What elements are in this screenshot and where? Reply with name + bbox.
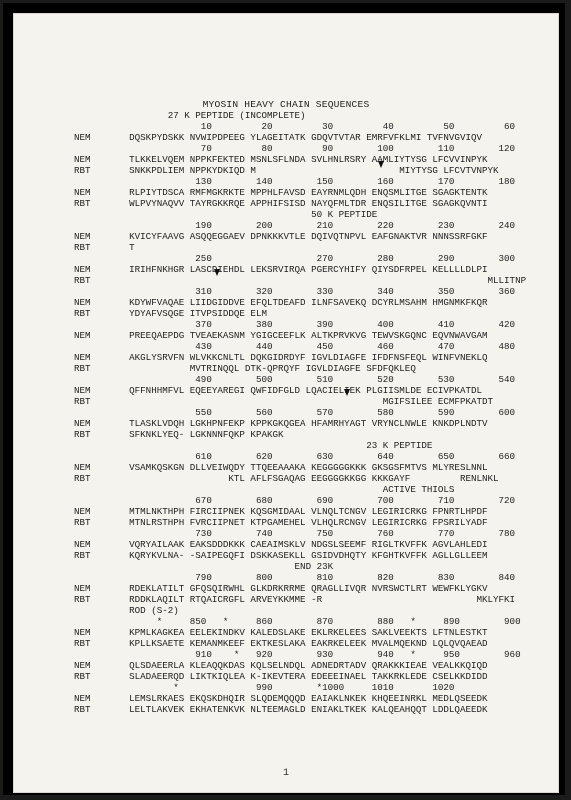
sequence-line: 250 270 280 290 300 [74,253,516,264]
sequence-line: NEM LEMSLRKAES EKQSKDHQIR SLQDEMQQQD EAIAKLNKEK KHQEEINRKL MEDLQSEEDK [74,693,488,704]
sequence-line: RBT SNKKPDLIEM NPPKYDKIQD M MIYTYSG LFCVTVNPYK [74,165,499,176]
sequence-line: 490 500 510 520 530 540 [74,374,516,385]
sequence-line: RBT MLLITNP [74,275,527,286]
sequence-line: 910 * 920 930 940 * 950 960 [74,649,521,660]
sequence-line: RBT YDYAFVSQGE ITVPSIDDQE ELM [74,308,267,319]
sequence-line: NEM MTMLNKTHPH FIRCIIPNEK KQSGMIDAAL VLNQLTCNGV LEGIRICRKG FPNRTLHPDF [74,506,488,517]
sequence-line: 27 K PEPTIDE (INCOMPLETE) [74,110,306,121]
sequence-line: 23 K PEPTIDE [74,440,433,451]
sequence-line: RBT LELTLAKVEK EKHATENKVK NLTEEMAGLD ENIAKLTKEK KALQEAHQQT LDDLQAEEDK [74,704,488,715]
sequence-line: NEM AKGLYSRVFN WLVKKCNLTL DQKGIDRDYF IGVLDIAGFE IFDFNSFEQL WINFVNEKLQ [74,352,488,363]
sequence-line: NEM RDEKLATILT GFQSQIRWHL GLKDRKRRME QRAGLLIVQR NVRSWCTLRT WEWFKLYGKV [74,583,488,594]
sequence-line: * 990 *1000 1010 1020 [74,682,455,693]
sequence-line: END 23K [74,561,334,572]
sequence-line: NEM IRIHFNKHGR LASCDIEHDL LEKSRVIRQA PGERCYHIFY QIYSDFRPEL KELLLLDLPI [74,264,488,275]
sequence-line: RBT SFKNKLYEQ- LGKNNNFQKP KPAKGK [74,429,284,440]
sequence-line: * 850 * 860 870 880 * 890 900 [74,616,521,627]
sequence-line: RBT WLPVYNAQVV TAYRGKKRQE APPHIFSISD NAYQFMLTDR ENQSILITGE SGAGKQVNTI [74,198,488,209]
sequence-line: 70 80 90 100 110 120 [74,143,516,154]
cleavage-marker-icon [378,161,384,168]
sequence-line: NEM PREEQAEPDG TVEAEKASNM YGIGCEEFLK ALTKPRVKVG TEWVSKGQNC EQVNWAVGAM [74,330,488,341]
document-title: MYOSIN HEAVY CHAIN SEQUENCES [202,99,370,110]
sequence-line: RBT MGIFSILEE ECMFPKATDT [74,396,494,407]
sequence-line: NEM TLASKLVDQH LGKHPNFEKP KPPKGKQGEA HFAMRHYAGT VRYNCLNWLE KNKDPLNDTV [74,418,488,429]
sequence-line: NEM VQRYAILAAK EAKSDDDKKK CAEAIMSKLV NDGSLSEEMF RIGLTKVFFK AGVLAHLEDI [74,539,488,550]
sequence-line: 790 800 810 820 830 840 [74,572,516,583]
sequence-line: ACTIVE THIOLS [74,484,455,495]
sequence-line: RBT MVTRINQQL DTK-QPRQYF IGVLDIAGFE SFDFQKLEQ [74,363,416,374]
sequence-line: NEM KVICYFAAVG ASQQEGGAEV DPNKKKVTLE DQIVQTNPVL EAFGNAKTVR NNNSSRFGKF [74,231,488,242]
document-frame [3,3,565,795]
sequence-line: NEM TLKKELVQEM NPPKFEKTED MSNLSFLNDA SVLHNLRSRY AAMLIYTYSG LFCVVINPYK [74,154,488,165]
sequence-line: RBT RDDKLAQILT RTQAICRGFL ARVEYKKMME -R MKLYFKI [74,594,516,605]
document-page [13,13,559,793]
sequence-line: RBT T [74,242,135,253]
sequence-line: 730 740 750 760 770 780 [74,528,516,539]
sequence-line: NEM VSAMKQSKGN DLLVEIWQDY TTQEEAAAKA KEGGGGGKKK GKSGSFMTVS MLYRESLNNL [74,462,488,473]
sequence-line: 370 380 390 400 410 420 [74,319,516,330]
cleavage-marker-icon [214,269,220,276]
sequence-line: 550 560 570 580 590 600 [74,407,516,418]
sequence-line: RBT KQRYKVLNA- -SAIPEGQFI DSKKASEKLL GSIDVDHQTY KFGHTKVFFK AGLLGLLEEM [74,550,488,561]
sequence-line: RBT KTL AFLFSGAQAG EEGGGGKKGG KKKGAYF RENLNKL [74,473,499,484]
sequence-line: 190 200 210 220 230 240 [74,220,516,231]
sequence-line: NEM QLSDAEERLA KLEAQQKDAS KQLSELNDQL ADNEDRTADV QRAKKKIEAE VEALKKQIQD [74,660,488,671]
sequence-line: 10 20 30 40 50 60 [74,121,516,132]
sequence-line: NEM RLPIYTDSCA RMFMGKRKTE MPPHLFAVSD EAYRNMLQDH ENQSMLITGE SGAGKTENTK [74,187,488,198]
sequence-line: 50 K PEPTIDE [74,209,378,220]
sequence-line: NEM DQSKPYDSKK NVWIPDPEEG YLAGEITATK GDQVTVTAR EMRFVFKLMI TVFNVGVIQV [74,132,482,143]
sequence-line: 430 440 450 460 470 480 [74,341,516,352]
sequence-line: RBT MTNLRSTHPH FVRCIIPNET KTPGAMEHEL VLHQLRCNGV LEGIRICRKG FPSRILYADF [74,517,488,528]
sequence-line: 310 320 330 340 350 360 [74,286,516,297]
sequence-line: ROD (S-2) [74,605,179,616]
sequence-line: RBT SLADAEERQD LIKTKIQLEA K-IKEVTERA EDEEEINAEL TAKKRKLEDE CSELKKDIDD [74,671,488,682]
sequence-line: NEM QFFNHHMFVL EQEEYAREGI QWFIDFGLD LQACIELIEK PLGIISMLDE ECIVPKATDL [74,385,482,396]
cleavage-marker-icon [344,389,350,396]
sequence-line: 610 620 630 640 650 660 [74,451,516,462]
sequence-line: 670 680 690 700 710 720 [74,495,516,506]
sequence-line: NEM KDYWFVAQAE LIIDGIDDVE EFQLTDEAFD ILNFSAVEKQ DCYRLMSAHM HMGNMKFKQR [74,297,488,308]
page-number: 1 [282,768,289,779]
sequence-line: NEM KPMLKAGKEA EELEKINDKV KALEDSLAKE EKLRKELEES SAKLVEEKTS LFTNLESTKT [74,627,488,638]
sequence-line: RBT KPLLKSAETE KEMANMKEEF EKTKESLAKA EAKRKELEEK MVALMQEKND LQLQVQAEAD [74,638,488,649]
sequence-line: 130 140 150 160 170 180 [74,176,516,187]
